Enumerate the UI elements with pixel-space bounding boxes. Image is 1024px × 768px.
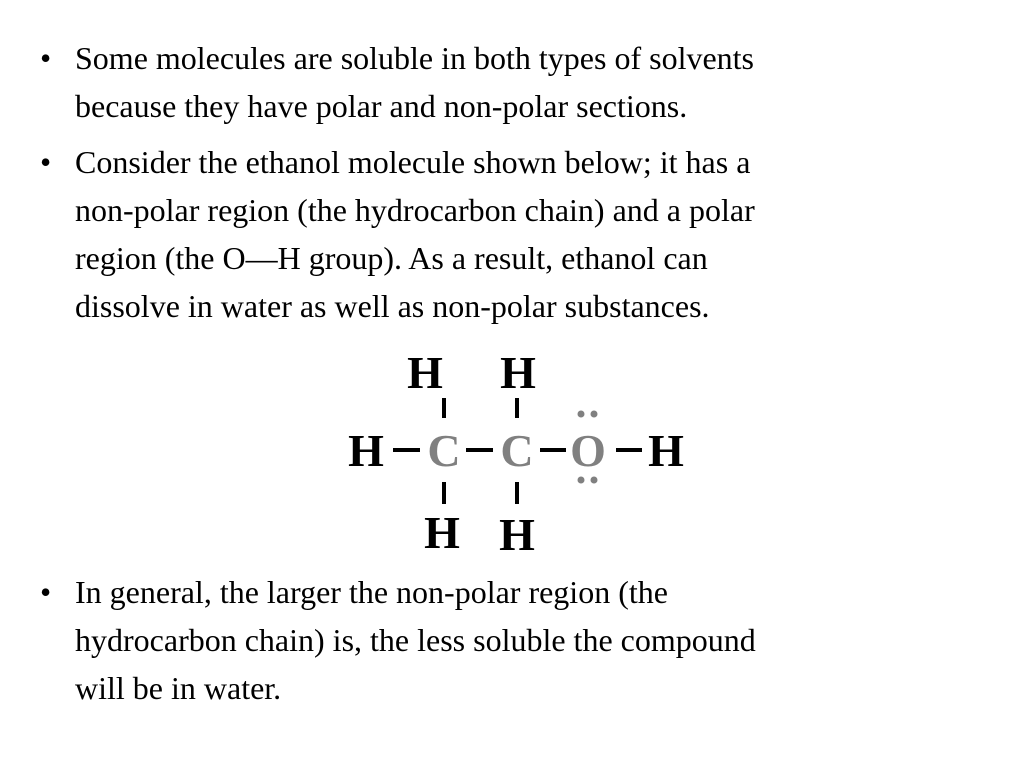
bullet-item-solubility [30, 34, 950, 130]
bullet-line: dissolve in water as well as non-polar substances. [75, 288, 710, 324]
atom-h-top-1: H [407, 347, 443, 398]
bullet-dot-icon: • [40, 144, 52, 180]
bullet-row [30, 568, 950, 712]
atom-c-2: C [500, 425, 534, 476]
atom-o: O [570, 425, 606, 476]
ethanol-structure-svg [340, 342, 700, 562]
bullet-line: because they have polar and non-polar sections. [75, 88, 688, 124]
atom-h-bottom-2: H [499, 509, 535, 560]
atom-c-1: C [427, 425, 461, 476]
bullet-text [75, 34, 950, 130]
lone-pair-dot [578, 477, 585, 484]
bullet-item-general [30, 568, 950, 712]
bullet-line: non-polar region (the hydrocarbon chain) and a polar [75, 192, 755, 228]
bullet-line: will be in water. [75, 670, 282, 706]
bullet-line: region (the O—H group). As a result, ethanol can [75, 240, 708, 276]
bullet-item-ethanol [30, 138, 950, 330]
lone-pair-dot [591, 477, 598, 484]
bullet-line: In general, the larger the non-polar region (the [75, 574, 668, 610]
atom-h-right: H [648, 425, 684, 476]
lone-pair-dot [591, 411, 598, 418]
bullet-line: Some molecules are soluble in both types of solvents [75, 40, 754, 76]
bullet-line: Consider the ethanol molecule shown below; it has a [75, 144, 751, 180]
bullet-text [75, 138, 950, 330]
atom-h-bottom-1: H [424, 507, 460, 558]
atom-h-left: H [348, 425, 384, 476]
ethanol-structure-diagram [340, 342, 700, 562]
bullet-line: hydrocarbon chain) is, the less soluble the compound [75, 622, 756, 658]
atom-h-top-2: H [500, 347, 536, 398]
bullet-dot-icon: • [40, 40, 52, 76]
bullet-dot-icon: • [40, 574, 52, 610]
lone-pair-dot [578, 411, 585, 418]
bullet-text [75, 568, 950, 712]
bullet-row [30, 34, 950, 130]
bullet-row [30, 138, 950, 330]
